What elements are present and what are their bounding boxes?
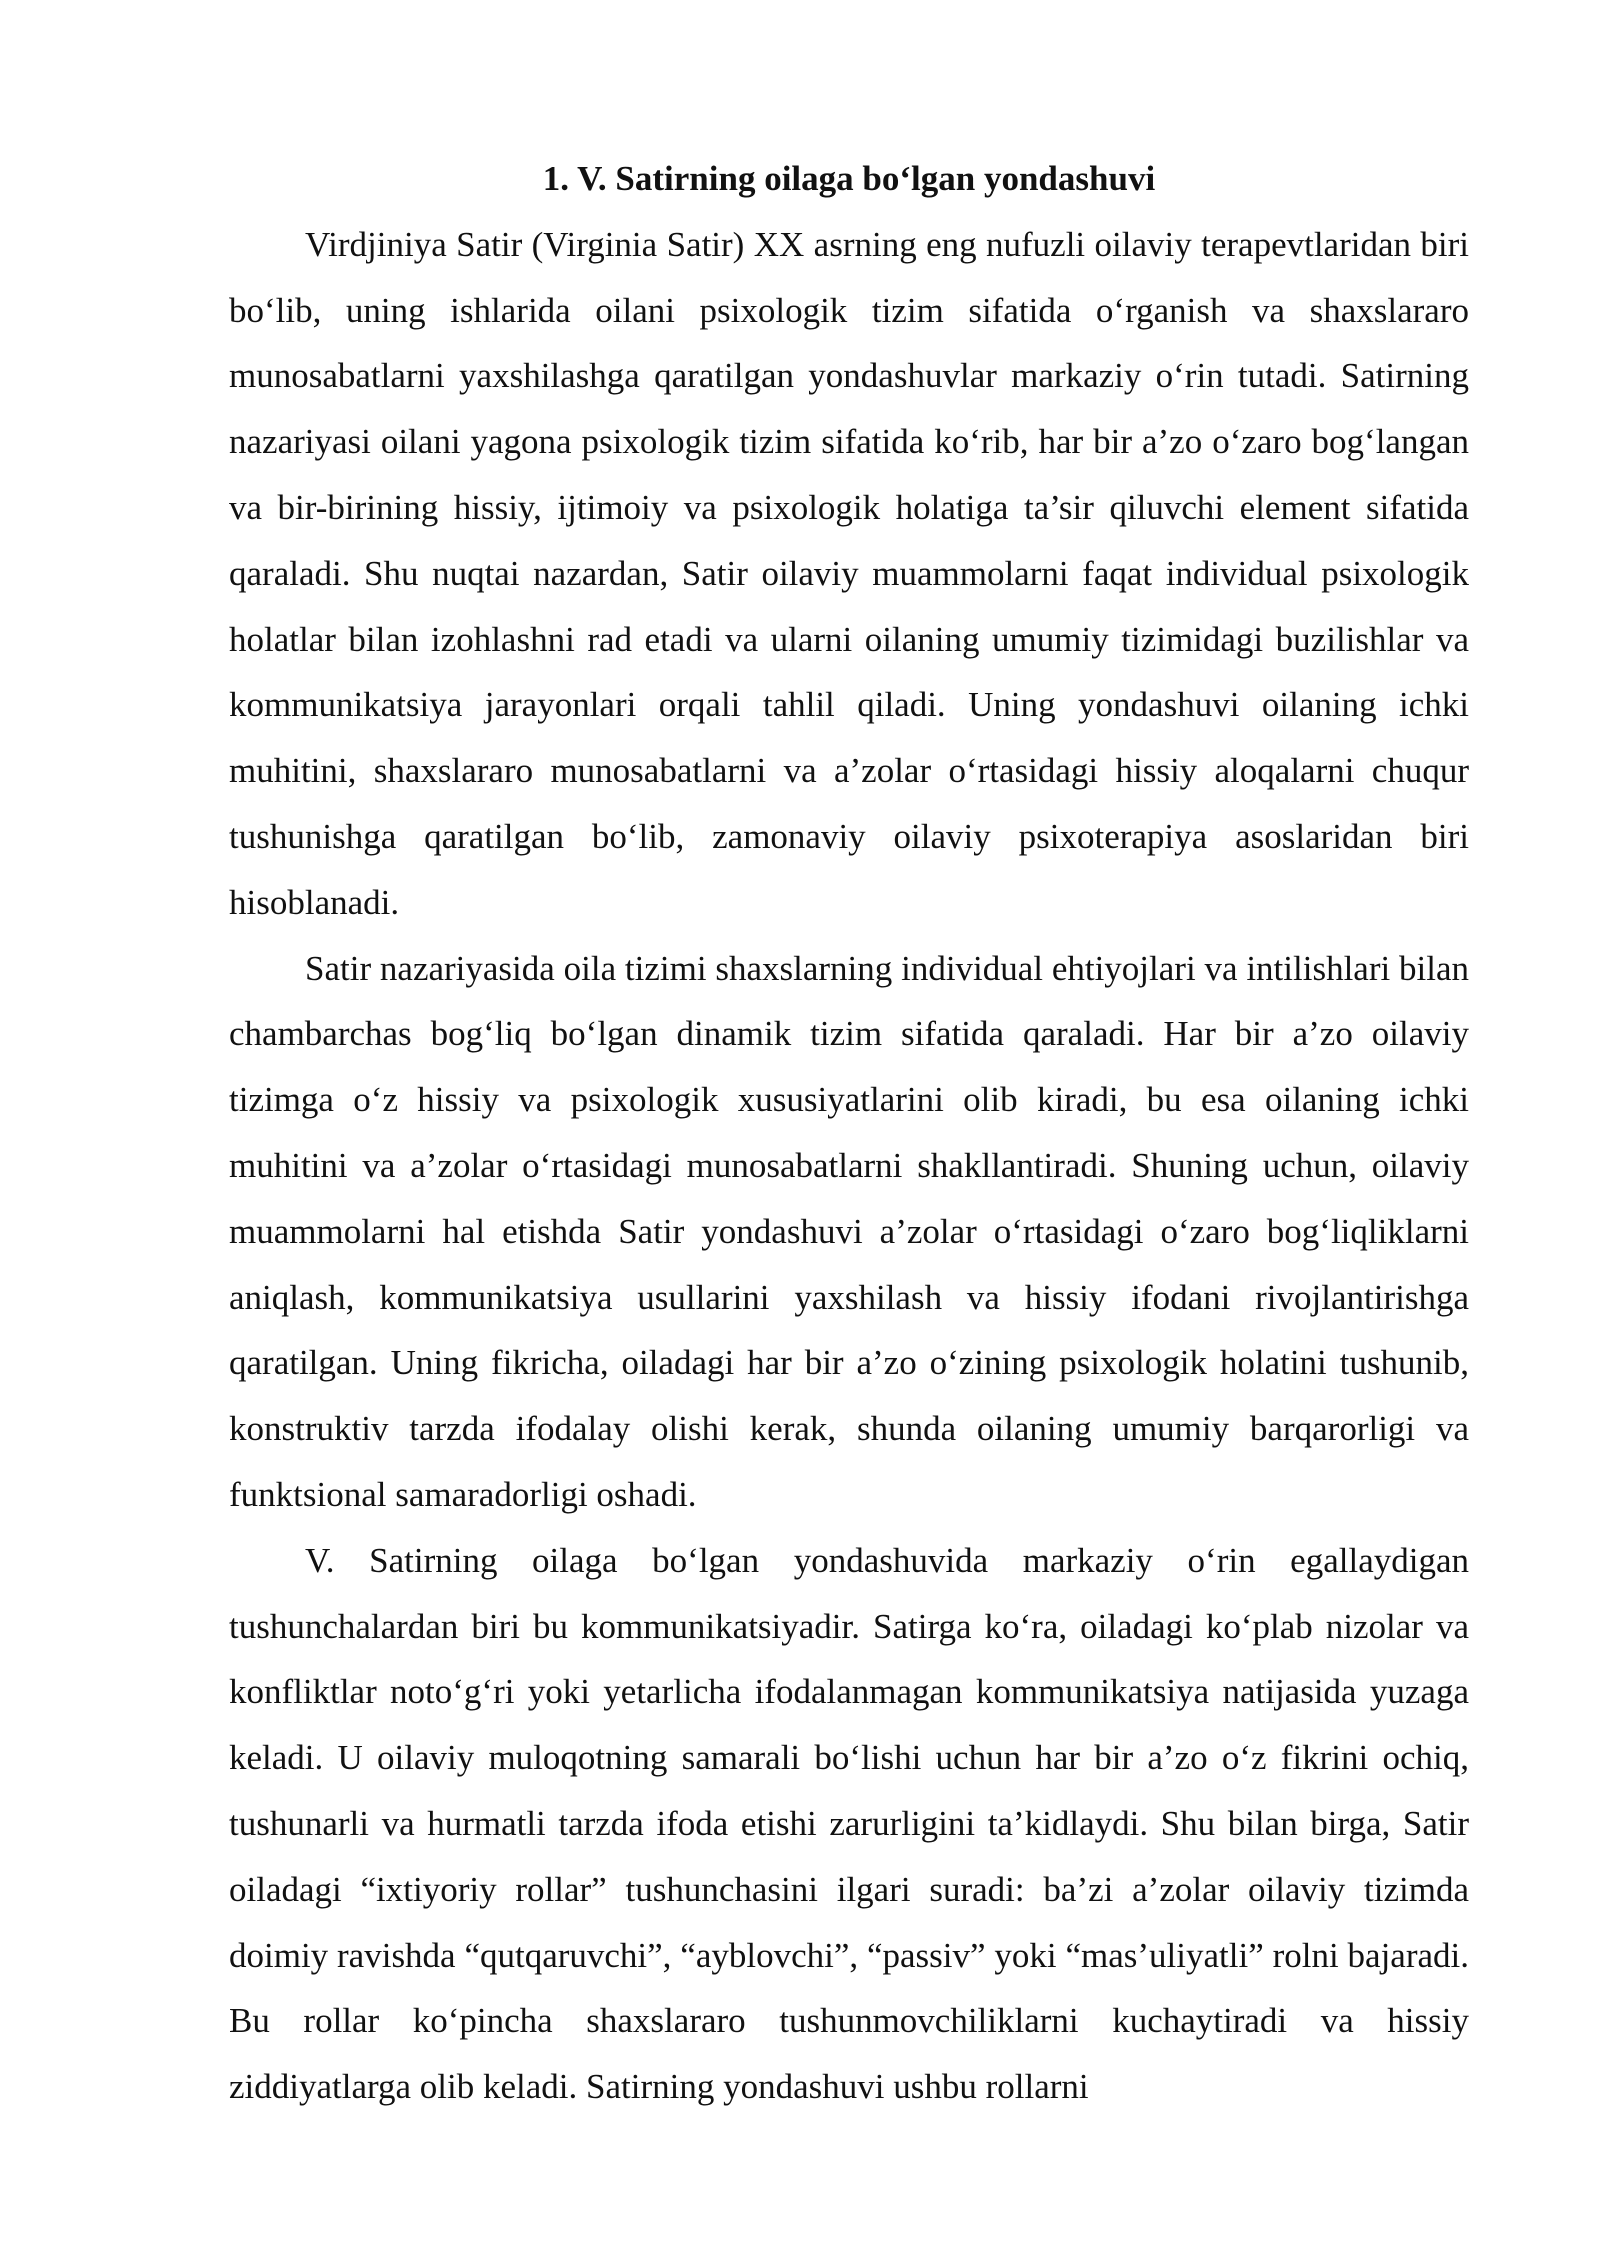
section-title: 1. V. Satirning oilaga bo‘lgan yondashuvi: [542, 159, 1156, 198]
paragraph-2: Satir nazariyasida oila tizimi shaxslarning individual ehtiyojlari va intilishlari bilan chambarchas bog‘liq bo‘lgan dinamik tizim sifatida qaraladi. Har bir a’zo oilaviy tizimga o‘z hissiy va psixologik xususiyatlarini olib kiradi, bu esa oilaning ichki muhitini va a’zolar o‘rtasidagi munosabatlarni shakllantiradi. Shuning uchun, oilaviy muammolarni hal etishda Satir yondashuvi a’zolar o‘rtasidagi o‘zaro bog‘liqliklarni aniqlash, kommunikatsiya usullarini yaxshilash va hissiy ifodani rivojlantirishga qaratilgan. Uning fikricha, oiladagi har bir a’zo o‘zining psixologik holatini tushunib, konstruktiv tarzda ifodalay olishi kerak, shunda oilaning umumiy barqarorligi va funktsional samaradorligi oshadi.: [229, 948, 1469, 1514]
document-body: [229, 146, 1469, 2120]
paragraph-1: Virdjiniya Satir (Virginia Satir) XX asrning eng nufuzli oilaviy terapevtlaridan biri bo‘lib, uning ishlarida oilani psixologik tizim sifatida o‘rganish va shaxslararo munosabatlarni yaxshilashga qaratilgan yondashuvlar markaziy o‘rin tutadi. Satirning nazariyasi oilani yagona psixologik tizim sifatida ko‘rib, har bir a’zo o‘zaro bog‘langan va bir-birining hissiy, ijtimoiy va psixologik holatiga ta’sir qiluvchi element sifatida qaraladi. Shu nuqtai nazardan, Satir oilaviy muammolarni faqat individual psixologik holatlar bilan izohlashni rad etadi va ularni oilaning umumiy tizimidagi buzilishlar va kommunikatsiya jarayonlari orqali tahlil qiladi. Uning yondashuvi oilaning ichki muhitini, shaxslararo munosabatlarni va a’zolar o‘rtasidagi hissiy aloqalarni chuqur tushunishga qaratilgan bo‘lib, zamonaviy oilaviy psixoterapiya asoslaridan biri hisoblanadi.: [229, 224, 1469, 922]
paragraph-3: V. Satirning oilaga bo‘lgan yondashuvida markaziy o‘rin egallaydigan tushunchalardan biri bu kommunikatsiyadir. Satirga ko‘ra, oiladagi ko‘plab nizolar va konfliktlar noto‘g‘ri yoki yetarlicha ifodalanmagan kommunikatsiya natijasida yuzaga keladi. U oilaviy muloqotning samarali bo‘lishi uchun har bir a’zo o‘z fikrini ochiq, tushunarli va hurmatli tarzda ifoda etishi zarurligini ta’kidlaydi. Shu bilan birga, Satir oiladagi “ixtiyoriy rollar” tushunchasini ilgari suradi: ba’zi a’zolar oilaviy tizimda doimiy ravishda “qutqaruvchi”, “ayblovchi”, “passiv” yoki “mas’uliyatli” rolni bajaradi. Bu rollar ko‘pincha shaxslararo tushunmovchiliklarni kuchaytiradi va hissiy ziddiyatlarga olib keladi. Satirning yondashuvi ushbu rollarni: [229, 1540, 1469, 2107]
